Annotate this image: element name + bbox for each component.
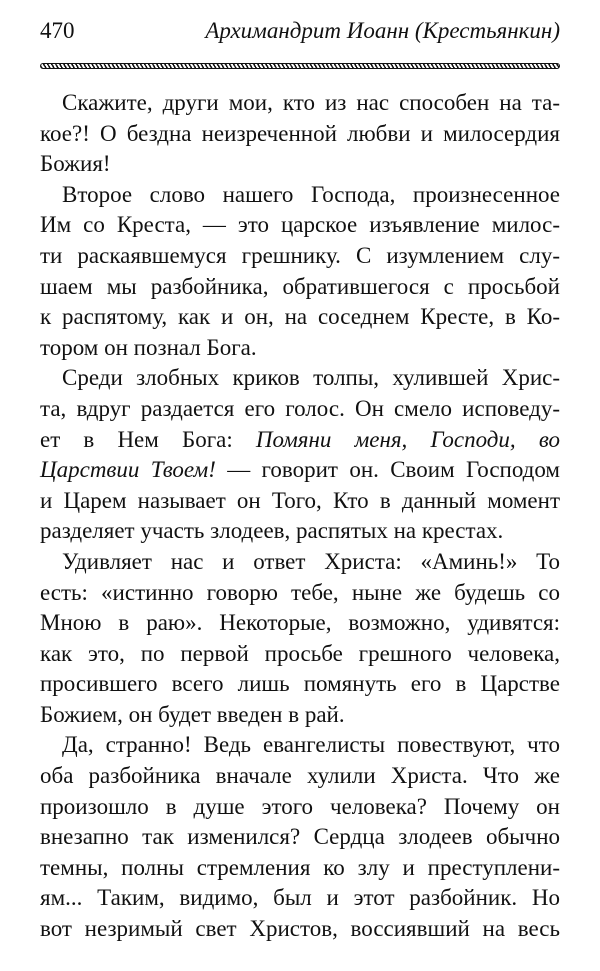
text-segment: Да, странно! Ведь евангелисты повествуют, что bbox=[62, 732, 560, 758]
text-segment: к распятому, как и он, на соседнем Кресте, в Ко- bbox=[40, 304, 560, 330]
text-line bbox=[40, 302, 560, 333]
text-segment: Удивляет нас и ответ Христа: «Аминь!» То bbox=[62, 548, 560, 574]
text-segment: кое?! О бездна неизреченной любви и милосердия bbox=[40, 120, 560, 146]
text-line bbox=[40, 455, 560, 486]
italic-quote: Царствии Твоем! bbox=[40, 457, 216, 483]
text-line bbox=[40, 210, 560, 241]
page-header bbox=[40, 18, 560, 48]
text-segment: Второе слово нашего Господа, произнесенное bbox=[62, 181, 560, 207]
text-line bbox=[40, 578, 560, 609]
text-line bbox=[40, 180, 560, 211]
text-line bbox=[40, 516, 560, 547]
text-segment: внезапно так изменился? Сердца злодеев обычно bbox=[40, 824, 560, 850]
text-line bbox=[40, 486, 560, 517]
text-segment: оба разбойника вначале хулили Христа. Что же bbox=[40, 763, 560, 789]
page-number: 470 bbox=[40, 18, 75, 43]
text-line bbox=[40, 394, 560, 425]
text-segment: Скажите, други мои, кто из нас способен на та- bbox=[62, 90, 560, 115]
text-line bbox=[40, 88, 560, 119]
text-segment: ям... Таким, видимо, был и этот разбойник. Но bbox=[40, 885, 560, 911]
text-line bbox=[40, 883, 560, 914]
text-segment: ти раскаявшемуся грешнику. С изумлением слу- bbox=[40, 242, 560, 268]
text-segment: вот незримый свет Христов, воссиявший на весь bbox=[40, 916, 560, 942]
text-segment: произошло в душе этого человека? Почему он bbox=[40, 793, 560, 819]
paragraph bbox=[40, 180, 560, 364]
text-line bbox=[40, 241, 560, 272]
text-segment: та, вдруг раздается его голос. Он смело исповеду- bbox=[40, 395, 560, 421]
page-body bbox=[40, 88, 560, 945]
paragraph bbox=[40, 363, 560, 547]
text-line bbox=[40, 119, 560, 150]
text-line bbox=[40, 822, 560, 853]
text-line bbox=[40, 149, 560, 180]
text-segment: Мною в раю». Некоторые, возможно, удивятся: bbox=[40, 610, 560, 636]
text-line bbox=[40, 608, 560, 639]
text-segment: — говорит он. Своим Господом bbox=[215, 457, 560, 483]
text-segment: Божия! bbox=[40, 151, 111, 177]
text-segment: просившего всего лишь помянуть его в Царстве bbox=[40, 671, 560, 697]
text-segment: Им со Креста, — это царское изъявление милос- bbox=[40, 212, 560, 238]
italic-quote: Помяни меня, Господи, во bbox=[255, 426, 560, 452]
text-segment: разделяет участь злодеев, распятых на крестах. bbox=[40, 518, 504, 544]
paragraph bbox=[40, 547, 560, 731]
text-segment: ет в Нем Бога: bbox=[40, 426, 256, 452]
text-line bbox=[40, 547, 560, 578]
text-segment: Среди злобных криков толпы, хулившей Хрис- bbox=[62, 365, 560, 391]
text-line bbox=[40, 669, 560, 700]
text-segment: шаем мы разбойника, обратившегося с просьбой bbox=[40, 273, 560, 299]
text-line bbox=[40, 730, 560, 761]
running-title: Архимандрит Иоанн (Крестьянкин) bbox=[205, 18, 560, 43]
text-line bbox=[40, 425, 560, 456]
text-segment: тором он познал Бога. bbox=[40, 334, 257, 360]
text-segment: и Царем называет он Того, Кто в данный момент bbox=[40, 487, 560, 513]
text-line bbox=[40, 700, 560, 731]
text-segment: темны, полны стремления ко злу и преступлени- bbox=[40, 854, 560, 880]
text-line bbox=[40, 914, 560, 945]
ornamental-rule bbox=[40, 63, 560, 69]
text-segment: как это, по первой просьбе грешного человека, bbox=[40, 640, 560, 666]
text-line bbox=[40, 761, 560, 792]
paragraph bbox=[40, 88, 560, 180]
text-line bbox=[40, 853, 560, 884]
paragraph bbox=[40, 730, 560, 944]
text-segment: Божием, он будет введен в рай. bbox=[40, 701, 345, 727]
text-line bbox=[40, 333, 560, 364]
text-line bbox=[40, 272, 560, 303]
text-line bbox=[40, 363, 560, 394]
text-segment: есть: «истинно говорю тебе, ныне же будешь со bbox=[40, 579, 560, 605]
text-line bbox=[40, 639, 560, 670]
text-line bbox=[40, 792, 560, 823]
